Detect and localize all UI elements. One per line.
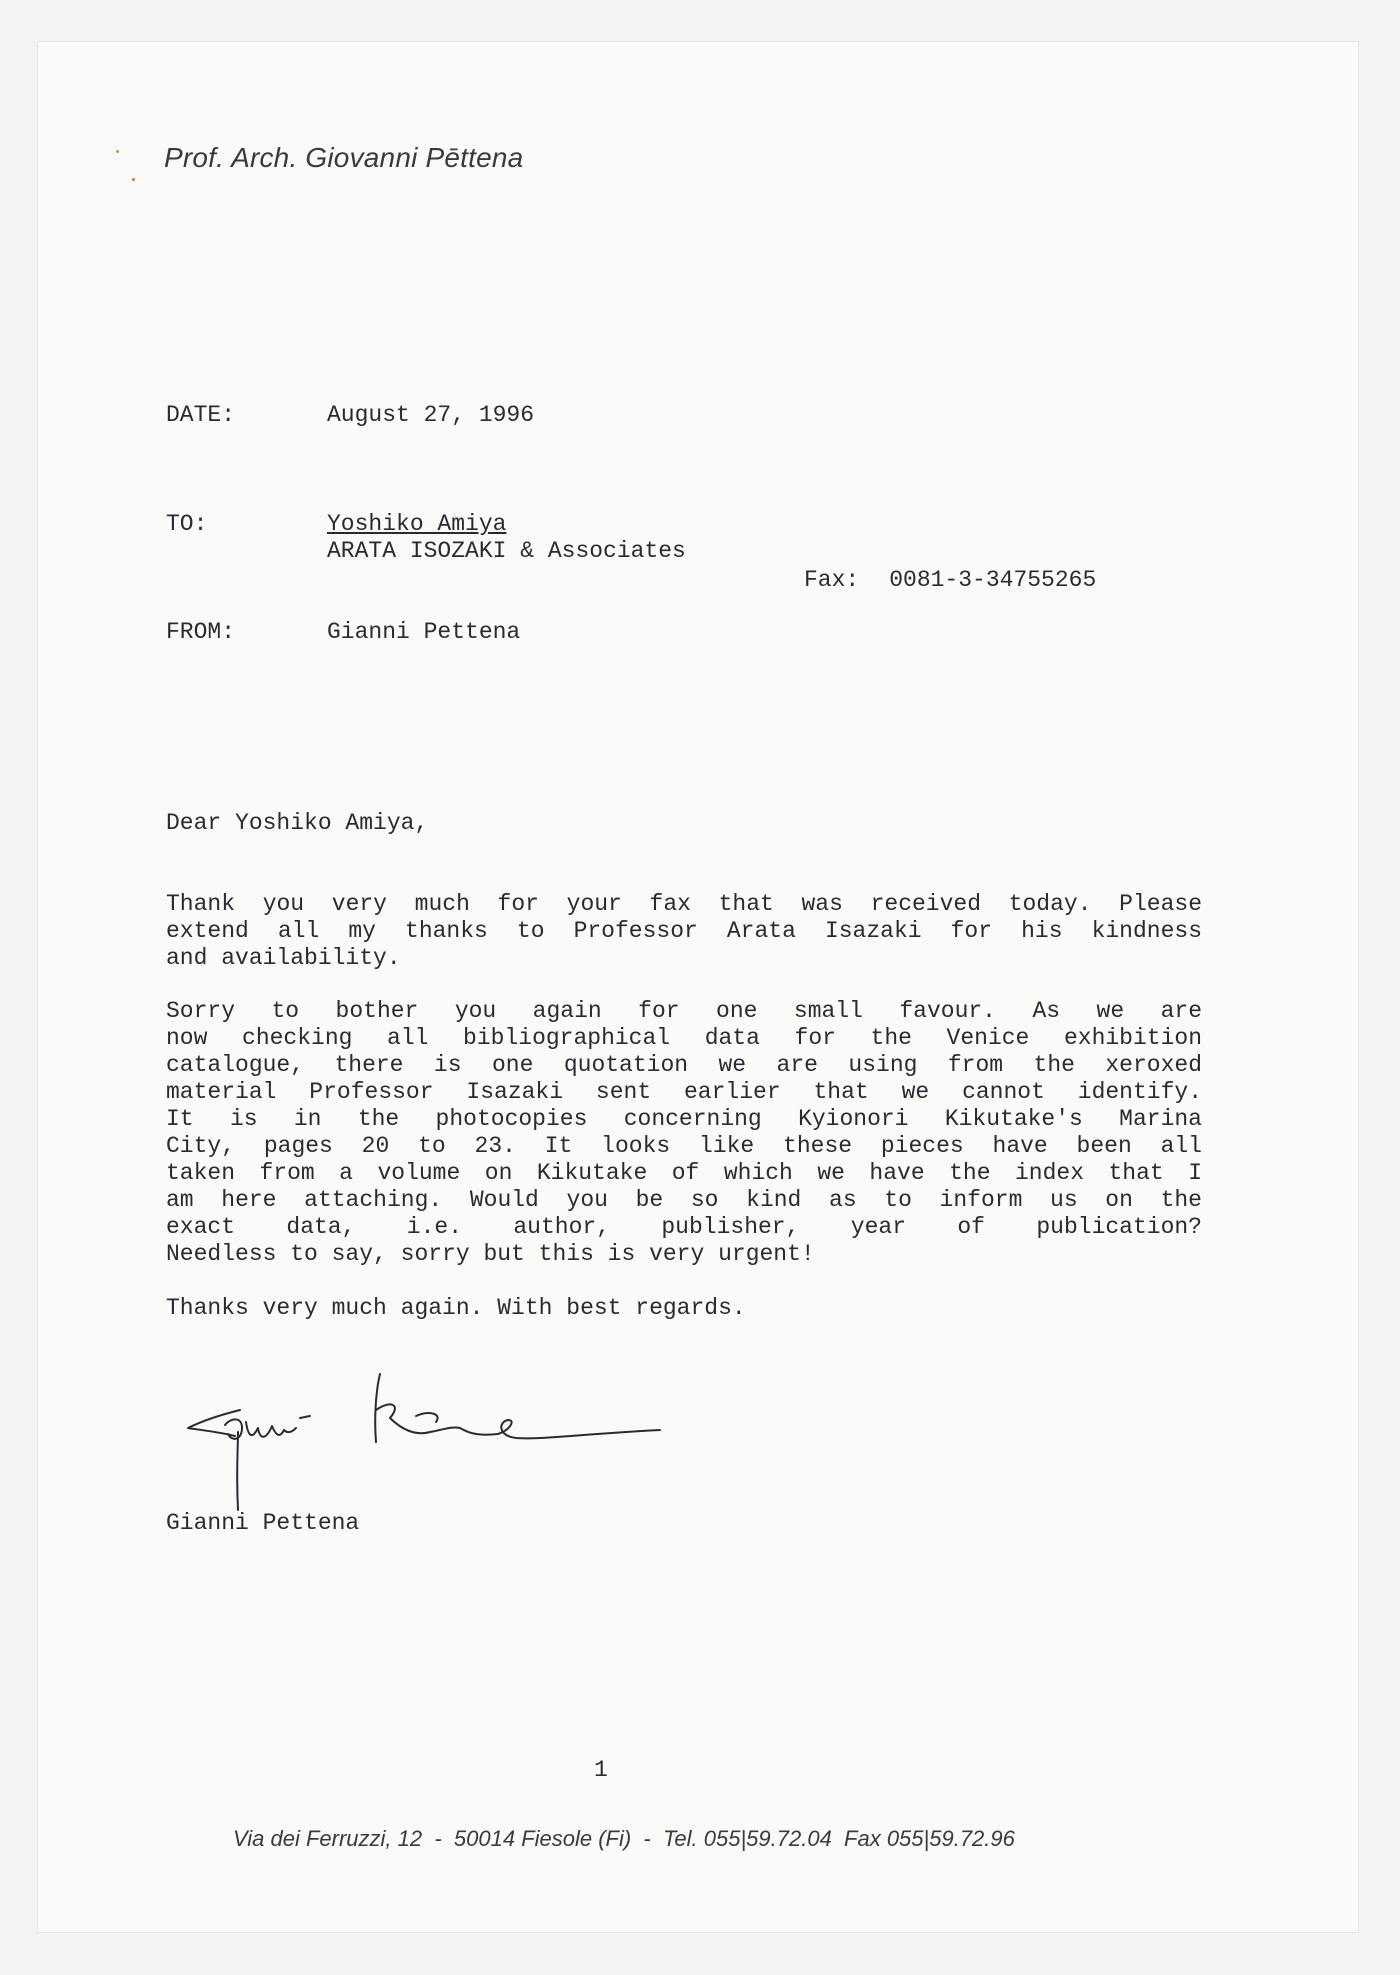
fax-line [804,567,1096,593]
paragraph-line: extend all my thanks to Professor Arata Isazaki for his kindness [166,918,1202,944]
recipient-name: Yoshiko Amiya [327,511,507,537]
paragraph-1 [166,891,1202,972]
paper-speck [116,150,119,153]
paper-speck [132,178,135,181]
paragraph-line: now checking all bibliographical data for the Venice exhibition [166,1025,1202,1051]
paragraph-2 [166,998,1202,1268]
fax-number: 0081-3-34755265 [889,567,1097,593]
recipient-company: ARATA ISOZAKI & Associates [327,538,686,564]
letterhead-footer-address: Via dei Ferruzzi, 12 - 50014 Fiesole (Fi) - Tel. 055|59.72.04 Fax 055|59.72.96 [233,1826,1015,1851]
fax-label: Fax: [804,567,860,593]
paragraph-line: Sorry to bother you again for one small favour. As we are [166,998,1202,1024]
paragraph-line: Needless to say, sorry but this is very urgent! [166,1241,815,1267]
letter-page [38,42,1358,1932]
from-label: FROM: [166,619,236,645]
paragraph-line: It is in the photocopies concerning Kyionori Kikutake's Marina [166,1106,1202,1132]
date-value: August 27, 1996 [327,402,535,428]
to-label: TO: [166,511,208,537]
sender-name: Gianni Pettena [327,619,521,645]
paragraph-line: exact data, i.e. author, publisher, year of publication? [166,1214,1202,1240]
handwritten-signature [180,1370,670,1520]
paragraph-line: taken from a volume on Kikutake of which we have the index that I [166,1160,1202,1186]
paragraph-line: Thank you very much for your fax that was received today. Please [166,891,1202,917]
salutation: Dear Yoshiko Amiya, [166,810,429,836]
paragraph-line: and availability. [166,945,401,971]
date-label: DATE: [166,402,236,428]
page-number: 1 [594,1757,608,1783]
closing-line: Thanks very much again. With best regards. [166,1295,746,1321]
paragraph-line: am here attaching. Would you be so kind as to inform us on the [166,1187,1202,1213]
letterhead: Prof. Arch. Giovanni Pēttena [164,142,524,173]
paragraph-line: material Professor Isazaki sent earlier that we cannot identify. [166,1079,1202,1105]
signed-name: Gianni Pettena [166,1510,360,1536]
paragraph-line: catalogue, there is one quotation we are using from the xeroxed [166,1052,1202,1078]
paragraph-line: City, pages 20 to 23. It looks like these pieces have been all [166,1133,1202,1159]
